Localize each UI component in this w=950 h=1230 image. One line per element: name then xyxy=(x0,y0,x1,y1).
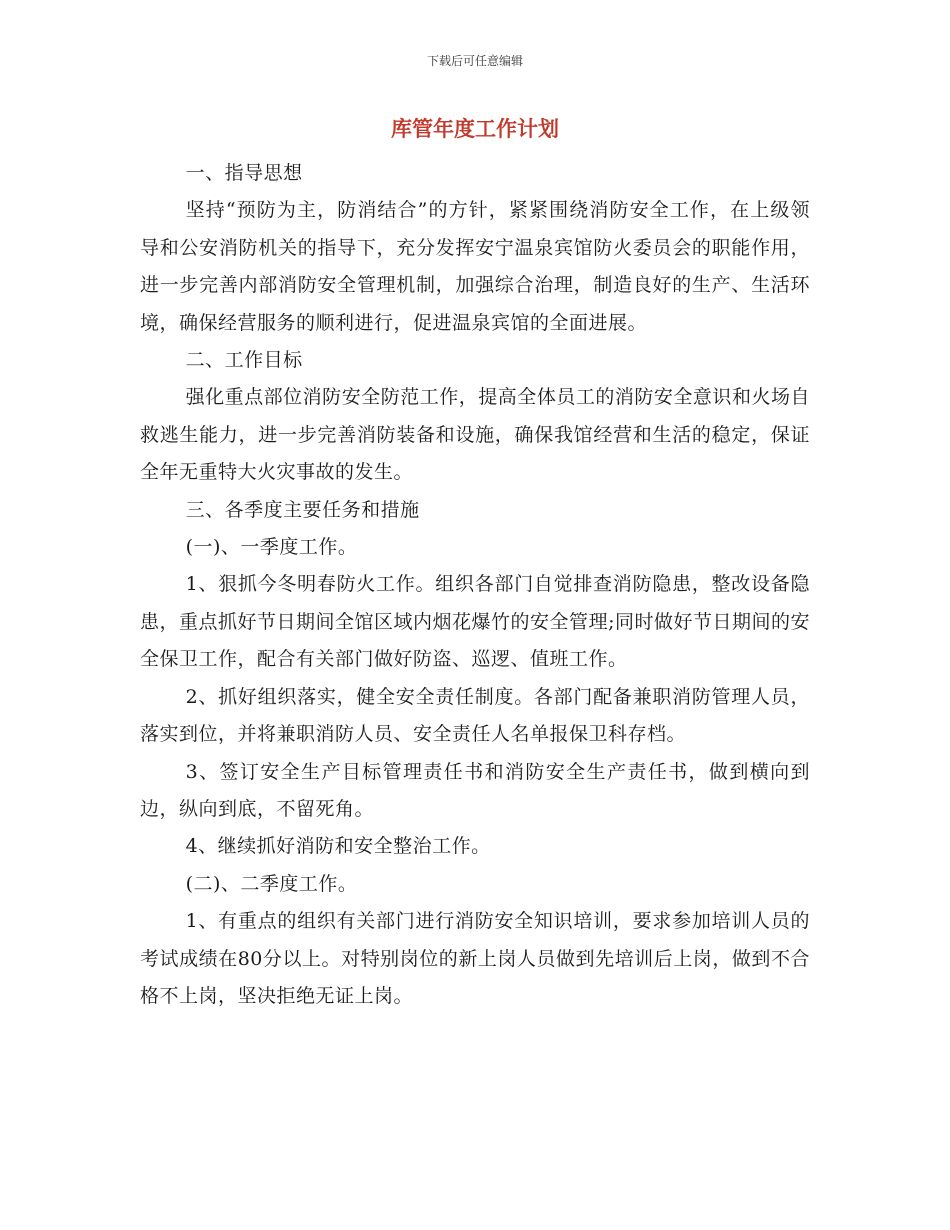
list-item: 3、签订安全生产目标管理责任书和消防安全生产责任书，做到横向到边，纵向到底，不留死角。 xyxy=(140,760,810,820)
list-item: 1、狠抓今冬明春防火工作。组织各部门自觉排查消防隐患，整改设备隐患，重点抓好节日期间全馆区域内烟花爆竹的安全管理;同时做好节日期间的安全保卫工作，配合有关部门做好防盗、巡逻、值班工作。 xyxy=(140,573,810,671)
list-item: 1、有重点的组织有关部门进行消防安全知识培训，要求参加培训人员的考试成绩在80分以上。对特别岗位的新上岗人员做到先培训后上岗，做到不合格不上岗，坚决拒绝无证上岗。 xyxy=(140,910,810,1007)
paragraph: 强化重点部位消防安全防范工作，提高全体员工的消防安全意识和火场自救逃生能力，进一步完善消防装备和设施，确保我馆经营和生活的稳定，保证全年无重特大火灾事故的发生。 xyxy=(140,386,810,484)
section-heading-guiding-ideology: 一、指导思想 xyxy=(185,162,303,184)
list-item: 4、继续抓好消防和安全整治工作。 xyxy=(185,835,491,858)
page-header: 下载后可任意编辑 xyxy=(426,54,523,68)
subsection-heading-q1: (一)、一季度工作。 xyxy=(185,536,358,559)
document-body xyxy=(140,155,810,1015)
paragraph: 坚持“预防为主，防消结合”的方针，紧紧围绕消防安全工作，在上级领导和公安消防机关的指导下，充分发挥安宁温泉宾馆防火委员会的职能作用，进一步完善内部消防安全管理机制，加强综合治理，制造良好的生产、生活环境，确保经营服务的顺利进行，促进温泉宾馆的全面进展。 xyxy=(140,199,810,334)
section-heading-work-goals: 二、工作目标 xyxy=(185,349,303,372)
subsection-heading-q2: (二)、二季度工作。 xyxy=(185,872,358,895)
section-heading-quarterly-tasks: 三、各季度主要任务和措施 xyxy=(185,498,420,521)
list-item: 2、抓好组织落实，健全安全责任制度。各部门配备兼职消防管理人员，落实到位，并将兼职消防人员、安全责任人名单报保卫科存档。 xyxy=(140,685,810,746)
document-title: 库管年度工作计划 xyxy=(391,116,559,141)
